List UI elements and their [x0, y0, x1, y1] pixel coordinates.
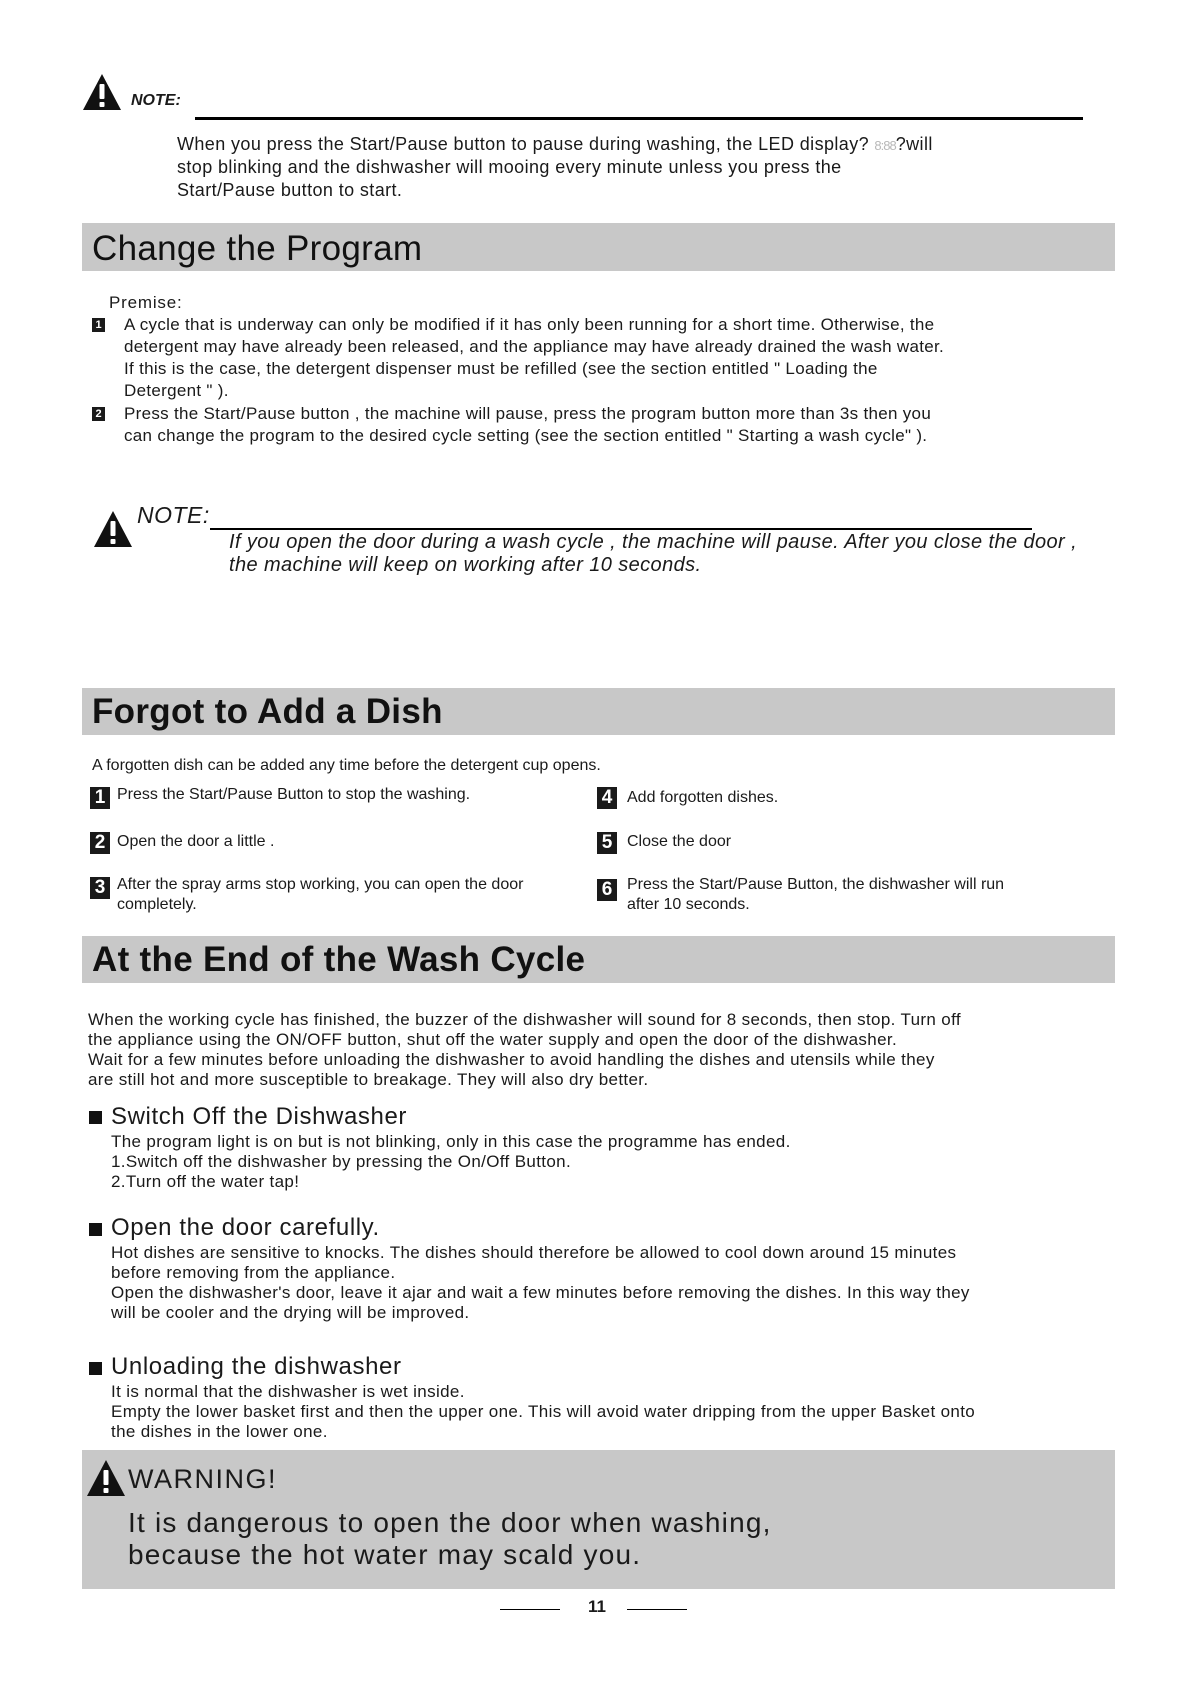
subsection-line: Empty the lower basket first and then the upper one. This will avoid water dripping from the upper Basket onto	[111, 1402, 976, 1421]
page-number-rule-right	[627, 1609, 687, 1610]
subsection-line: 1.Switch off the dishwasher by pressing the On/Off Button.	[111, 1152, 572, 1171]
premise-item-1-line-3: If this is the case, the detergent dispenser must be refilled (see the section entitled " Loading the	[124, 359, 878, 378]
note-text-line-1: When you press the Start/Pause button to pause during washing, the LED display? 8:88?will	[177, 134, 933, 154]
led-display-glyph: 8:88	[874, 138, 896, 153]
section-title: Forgot to Add a Dish	[92, 692, 443, 731]
step-number-badge: 2	[92, 407, 105, 421]
warning-triangle-icon	[82, 73, 122, 111]
subsection-heading: Unloading the dishwasher	[111, 1353, 402, 1380]
step-text: Press the Start/Pause Button to stop the washing.	[117, 786, 471, 803]
section-header-change-program	[82, 223, 1115, 271]
subsection-line: Hot dishes are sensitive to knocks. The dishes should therefore be allowed to cool down around 15 minutes	[111, 1243, 957, 1262]
note-label: NOTE:	[137, 502, 210, 528]
section-title: Change the Program	[92, 229, 423, 268]
page-number-rule-left	[500, 1609, 560, 1610]
step-number-badge: 6	[597, 879, 617, 901]
section-header-end-cycle	[82, 936, 1115, 983]
bullet-square-icon	[89, 1362, 102, 1375]
warning-label: WARNING!	[128, 1464, 277, 1494]
subsection-line: It is normal that the dishwasher is wet inside.	[111, 1382, 465, 1401]
warning-box	[82, 1450, 1115, 1589]
step-number-badge: 5	[597, 832, 617, 854]
subsection-line: before removing from the appliance.	[111, 1263, 396, 1282]
subsection-line: 2.Turn off the water tap!	[111, 1172, 300, 1191]
bullet-square-icon	[89, 1111, 102, 1124]
step-number-badge: 2	[90, 832, 110, 854]
section-title: At the End of the Wash Cycle	[92, 940, 586, 979]
step-text: Open the door a little .	[117, 833, 275, 850]
step-number-badge: 1	[92, 318, 105, 332]
premise-item-1-line-2: detergent may have already been released, and the appliance may have already drained the wash water.	[124, 337, 945, 356]
subsection-heading: Switch Off the Dishwasher	[111, 1103, 408, 1130]
forgot-dish-intro: A forgotten dish can be added any time before the detergent cup opens.	[92, 757, 601, 774]
note-text-line-2: the machine will keep on working after 10 seconds.	[229, 554, 702, 576]
note-text-line-2: stop blinking and the dishwasher will mooing every minute unless you press the	[177, 157, 842, 177]
step-text: completely.	[117, 896, 197, 913]
warning-triangle-icon	[93, 510, 133, 548]
section-header-forgot-dish	[82, 688, 1115, 735]
step-text: Close the door	[627, 833, 732, 850]
warning-triangle-icon	[86, 1459, 126, 1497]
note-text-line-3: Start/Pause button to start.	[177, 180, 403, 200]
step-number-badge: 4	[597, 787, 617, 809]
step-number-badge: 1	[90, 787, 110, 809]
note-label: NOTE:	[131, 92, 181, 109]
subsection-line: will be cooler and the drying will be improved.	[111, 1303, 470, 1322]
premise-item-2-line-1: Press the Start/Pause button , the machine will pause, press the program button more than 3s then you	[124, 404, 932, 423]
end-cycle-intro-line-3: Wait for a few minutes before unloading the dishwasher to avoid handling the dishes and utensils while they	[88, 1050, 935, 1069]
premise-label: Premise:	[109, 293, 183, 312]
step-text: after 10 seconds.	[627, 896, 750, 913]
note-divider	[195, 117, 1083, 120]
premise-item-1-line-4: Detergent " ).	[124, 381, 229, 400]
end-cycle-intro-line-1: When the working cycle has finished, the buzzer of the dishwasher will sound for 8 seconds, then stop. Turn off	[88, 1010, 961, 1029]
subsection-heading: Open the door carefully.	[111, 1214, 380, 1241]
page-number: 11	[588, 1597, 606, 1616]
premise-item-2-line-2: can change the program to the desired cycle setting (see the section entitled " Starting a wash cycle" ).	[124, 426, 928, 445]
premise-item-1-line-1: A cycle that is underway can only be modified if it has only been running for a short time. Otherwise, the	[124, 315, 935, 334]
step-number-badge: 3	[90, 877, 110, 899]
warning-text-line-1: It is dangerous to open the door when washing,	[128, 1507, 772, 1538]
warning-text-line-2: because the hot water may scald you.	[128, 1539, 642, 1570]
note-text-line-1: If you open the door during a wash cycle , the machine will pause. After you close the door ,	[229, 531, 1078, 553]
step-text: Add forgotten dishes.	[627, 789, 779, 806]
bullet-square-icon	[89, 1223, 102, 1236]
subsection-line: the dishes in the lower one.	[111, 1422, 328, 1441]
end-cycle-intro-line-4: are still hot and more susceptible to breakage. They will also dry better.	[88, 1070, 649, 1089]
subsection-line: Open the dishwasher's door, leave it ajar and wait a few minutes before removing the dishes. In this way they	[111, 1283, 970, 1302]
end-cycle-intro-line-2: the appliance using the ON/OFF button, shut off the water supply and open the door of the dishwasher.	[88, 1030, 898, 1049]
step-text: After the spray arms stop working, you can open the door	[117, 876, 524, 893]
subsection-line: The program light is on but is not blinking, only in this case the programme has ended.	[111, 1132, 791, 1151]
step-text: Press the Start/Pause Button, the dishwasher will run	[627, 876, 1005, 893]
